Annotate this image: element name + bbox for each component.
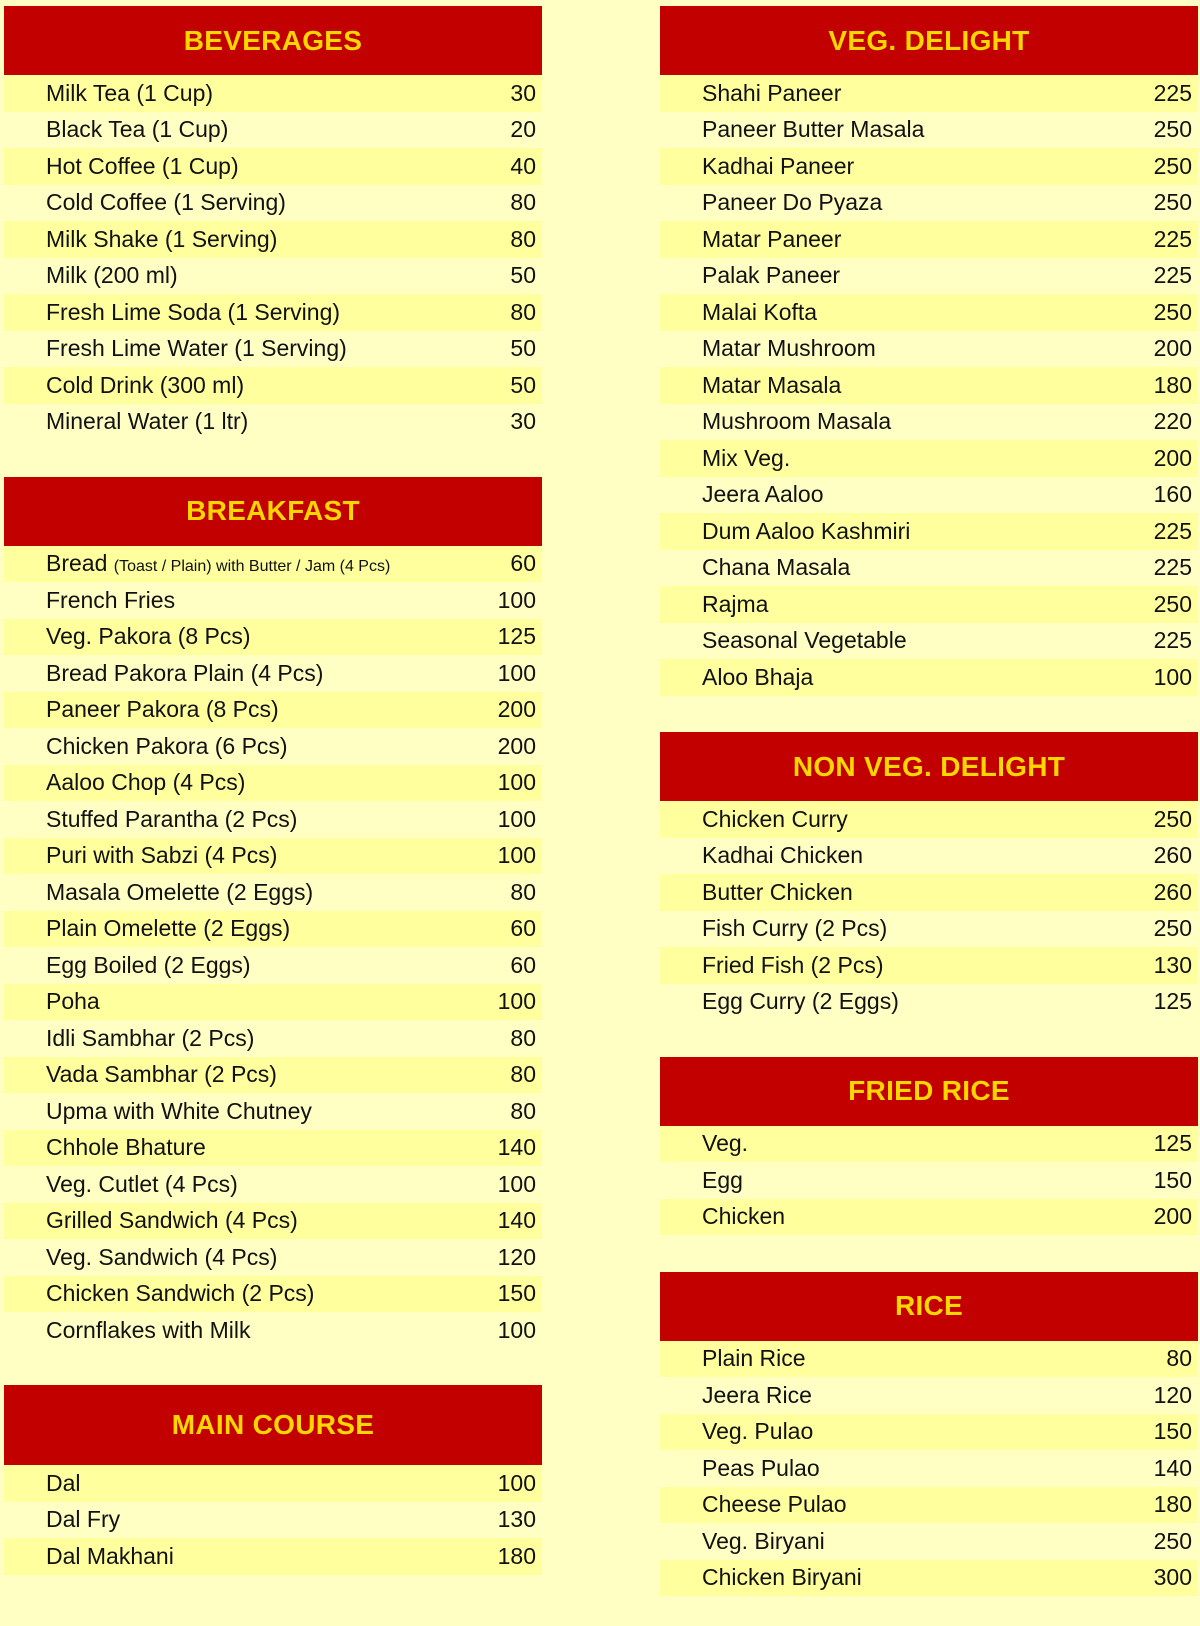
menu-item-name — [46, 299, 340, 326]
menu-item-label: Bread Pakora Plain (4 Pcs) — [46, 659, 324, 686]
menu-item-price: 200 — [1153, 1203, 1192, 1230]
menu-item-label: Chicken Curry — [702, 805, 848, 832]
menu-item — [660, 947, 1198, 984]
menu-item-label: Seasonal Vegetable — [702, 627, 907, 654]
menu-item — [4, 331, 542, 368]
menu-item — [4, 404, 542, 441]
menu-item — [660, 1523, 1198, 1560]
menu-item-name — [46, 842, 277, 869]
menu-item — [660, 586, 1198, 623]
menu-item-price: 100 — [1153, 663, 1192, 690]
menu-item-price: 30 — [510, 79, 536, 106]
menu-item-name — [702, 1528, 825, 1555]
menu-item-label: Black Tea (1 Cup) — [46, 116, 229, 143]
menu-item-price: 60 — [510, 951, 536, 978]
menu-item — [4, 655, 542, 692]
menu-item-name — [702, 372, 841, 399]
menu-item-price: 100 — [497, 1170, 536, 1197]
menu-item — [660, 75, 1198, 112]
menu-item-label: Idli Sambhar (2 Pcs) — [46, 1024, 255, 1051]
menu-item-label: Fried Fish (2 Pcs) — [702, 951, 884, 978]
menu-item-label: Chana Masala — [702, 554, 851, 581]
menu-item-label: Dum Aaloo Kashmiri — [702, 517, 911, 544]
menu-item — [4, 947, 542, 984]
menu-item-label: Dal — [46, 1469, 81, 1496]
menu-item-price: 200 — [1153, 335, 1192, 362]
menu-item-name — [46, 80, 213, 107]
menu-item — [660, 331, 1198, 368]
menu-item-label: Butter Chicken — [702, 878, 853, 905]
menu-item-name — [46, 1470, 81, 1497]
menu-item — [4, 546, 542, 583]
menu-item-note: (Toast / Plain) with Butter / Jam (4 Pcs) — [113, 558, 391, 576]
menu-item — [4, 911, 542, 948]
menu-item-label: Paneer Do Pyaza — [702, 189, 883, 216]
menu-item-name — [702, 1130, 748, 1157]
menu-item-label: Peas Pulao — [702, 1454, 820, 1481]
menu-item-price: 100 — [497, 1469, 536, 1496]
menu-item-price: 200 — [497, 732, 536, 759]
menu-item — [4, 838, 542, 875]
menu-item-price: 140 — [497, 1134, 536, 1161]
menu-item-price: 30 — [510, 408, 536, 435]
menu-item-label: Dal Fry — [46, 1506, 121, 1533]
menu-item — [660, 185, 1198, 222]
menu-item-price: 130 — [1153, 951, 1192, 978]
menu-item-label: Chhole Bhature — [46, 1134, 206, 1161]
menu-item — [4, 1203, 542, 1240]
menu-item-price: 300 — [1153, 1564, 1192, 1591]
menu-item — [4, 582, 542, 619]
menu-item-price: 60 — [510, 915, 536, 942]
menu-item-name — [702, 335, 876, 362]
section-spacer — [4, 1349, 542, 1386]
menu-item-price: 150 — [1153, 1418, 1192, 1445]
menu-item — [660, 1450, 1198, 1487]
menu-item — [660, 367, 1198, 404]
menu-item — [4, 692, 542, 729]
menu-item-label: Fish Curry (2 Pcs) — [702, 915, 888, 942]
menu-item-label: Jeera Rice — [702, 1381, 812, 1408]
menu-item-label: Cornflakes with Milk — [46, 1316, 251, 1343]
menu-item-price: 130 — [497, 1506, 536, 1533]
section-spacer — [660, 1020, 1198, 1057]
menu-item-price: 80 — [510, 298, 536, 325]
menu-item — [660, 984, 1198, 1021]
menu-item-name — [702, 806, 848, 833]
menu-item — [660, 477, 1198, 514]
menu-item — [660, 838, 1198, 875]
menu-item-price: 180 — [1153, 1491, 1192, 1518]
menu-item-price: 250 — [1153, 590, 1192, 617]
menu-item-price: 250 — [1153, 116, 1192, 143]
menu-item — [4, 294, 542, 331]
section-header-fried-rice: FRIED RICE — [660, 1057, 1198, 1126]
menu-item-label: Rajma — [702, 590, 769, 617]
menu-item — [660, 1199, 1198, 1236]
menu-item — [660, 1560, 1198, 1597]
menu-item — [660, 1162, 1198, 1199]
menu-item-name — [46, 1244, 277, 1271]
menu-item-name — [702, 915, 887, 942]
section-header-beverages: BEVERAGES — [4, 6, 542, 75]
menu-item-name — [46, 623, 251, 650]
menu-item-name — [702, 116, 924, 143]
menu-item-price: 160 — [1153, 481, 1192, 508]
menu-item-name — [702, 1345, 806, 1372]
section-header-main-course: MAIN COURSE — [4, 1385, 542, 1465]
menu-item-label: Mushroom Masala — [702, 408, 892, 435]
menu-item — [660, 1126, 1198, 1163]
menu-item-price: 140 — [497, 1207, 536, 1234]
menu-item-name — [46, 153, 239, 180]
menu-item-name — [702, 299, 817, 326]
menu-item-price: 100 — [497, 659, 536, 686]
menu-item-label: Chicken — [702, 1203, 786, 1230]
menu-item-label: Chicken Biryani — [702, 1564, 862, 1591]
section-header-rice: RICE — [660, 1272, 1198, 1341]
menu-item-label: Grilled Sandwich (4 Pcs) — [46, 1207, 298, 1234]
menu-item — [660, 440, 1198, 477]
menu-item-name — [702, 262, 840, 289]
menu-item-name — [46, 660, 323, 687]
menu-item-name — [702, 664, 813, 691]
menu-item-name — [702, 1203, 785, 1230]
menu-item — [660, 148, 1198, 185]
menu-item — [4, 874, 542, 911]
menu-item-price: 100 — [497, 1316, 536, 1343]
section-header-veg-delight: VEG. DELIGHT — [660, 6, 1198, 75]
menu-item-name — [46, 189, 286, 216]
menu-item-name — [702, 189, 882, 216]
menu-item — [4, 367, 542, 404]
menu-item-name — [702, 988, 899, 1015]
menu-item-name — [46, 587, 175, 614]
menu-item-label: Matar Paneer — [702, 225, 842, 252]
menu-item-name — [46, 408, 248, 435]
menu-item — [4, 112, 542, 149]
menu-item — [660, 623, 1198, 660]
menu-item-name — [46, 1207, 298, 1234]
menu-item-price: 20 — [510, 116, 536, 143]
menu-item-price: 250 — [1153, 152, 1192, 179]
menu-item-name — [702, 445, 790, 472]
menu-item-label: Poha — [46, 988, 100, 1015]
menu-item-label: Bread — [46, 550, 108, 577]
menu-item-price: 150 — [497, 1280, 536, 1307]
menu-item-name — [46, 1317, 251, 1344]
menu-item-price: 50 — [510, 335, 536, 362]
menu-item-price: 180 — [497, 1542, 536, 1569]
menu-item — [660, 1414, 1198, 1451]
menu-item — [4, 1093, 542, 1130]
section-spacer — [660, 1235, 1198, 1272]
menu-item-name — [702, 1455, 820, 1482]
menu-item-name — [46, 1061, 277, 1088]
menu-item-label: Veg. Cutlet (4 Pcs) — [46, 1170, 238, 1197]
section-header-non-veg-delight: NON VEG. DELIGHT — [660, 732, 1198, 801]
menu-item-price: 100 — [497, 805, 536, 832]
menu-item — [660, 112, 1198, 149]
menu-item-name — [46, 696, 279, 723]
menu-item-price: 150 — [1153, 1166, 1192, 1193]
menu-item-label: Stuffed Parantha (2 Pcs) — [46, 805, 298, 832]
menu-item-price: 80 — [510, 189, 536, 216]
menu-item — [4, 1020, 542, 1057]
menu-item — [660, 874, 1198, 911]
section-spacer — [660, 696, 1198, 733]
menu-item-label: Paneer Pakora (8 Pcs) — [46, 696, 279, 723]
menu-item-label: Chicken Sandwich (2 Pcs) — [46, 1280, 315, 1307]
menu-item-label: Milk Tea (1 Cup) — [46, 79, 214, 106]
menu-item-name — [46, 988, 100, 1015]
menu-item-label: Cheese Pulao — [702, 1491, 847, 1518]
menu-item-price: 260 — [1153, 878, 1192, 905]
menu-item-label: Jeera Aaloo — [702, 481, 824, 508]
menu-item-label: Dal Makhani — [46, 1542, 174, 1569]
menu-item — [4, 728, 542, 765]
menu-item-label: Masala Omelette (2 Eggs) — [46, 878, 314, 905]
menu-item-label: Plain Omelette (2 Eggs) — [46, 915, 291, 942]
menu-item-price: 100 — [497, 842, 536, 869]
menu-item-name — [46, 262, 178, 289]
menu-item-label: Veg. Pakora (8 Pcs) — [46, 623, 251, 650]
menu-item-label: Veg. — [702, 1130, 749, 1157]
menu-item-price: 225 — [1153, 627, 1192, 654]
menu-item-name — [46, 226, 277, 253]
menu-item-label: Mix Veg. — [702, 444, 791, 471]
menu-item-label: Veg. Biryani — [702, 1527, 825, 1554]
menu-item-label: Vada Sambhar (2 Pcs) — [46, 1061, 277, 1088]
menu-item-price: 250 — [1153, 1527, 1192, 1554]
menu-item — [4, 619, 542, 656]
menu-item-name — [46, 1025, 254, 1052]
menu-item — [4, 1276, 542, 1313]
menu-item-price: 250 — [1153, 189, 1192, 216]
menu-item — [660, 1341, 1198, 1378]
menu-item — [660, 513, 1198, 550]
menu-item-price: 200 — [1153, 444, 1192, 471]
menu-item-price: 60 — [510, 550, 536, 577]
menu-item-price: 225 — [1153, 554, 1192, 581]
menu-item — [4, 1130, 542, 1167]
menu-item-name — [46, 1171, 238, 1198]
menu-item — [4, 1239, 542, 1276]
menu-item-price: 220 — [1153, 408, 1192, 435]
menu-item-price: 100 — [497, 988, 536, 1015]
menu-item — [4, 75, 542, 112]
menu-item-label: Fresh Lime Soda (1 Serving) — [46, 298, 341, 325]
menu-item — [4, 185, 542, 222]
menu-item — [660, 659, 1198, 696]
menu-item-price: 100 — [497, 769, 536, 796]
menu-item-label: Shahi Paneer — [702, 79, 842, 106]
menu-item-name — [702, 1382, 812, 1409]
menu-item-name — [46, 806, 297, 833]
menu-item-price: 120 — [497, 1243, 536, 1270]
menu-item-name — [46, 1280, 314, 1307]
menu-item-price: 125 — [497, 623, 536, 650]
menu-item-name — [702, 481, 823, 508]
menu-item-price: 260 — [1153, 842, 1192, 869]
menu-item — [660, 550, 1198, 587]
menu-item-name — [702, 842, 863, 869]
section-header-breakfast: BREAKFAST — [4, 477, 542, 546]
menu-item-label: Fresh Lime Water (1 Serving) — [46, 335, 347, 362]
menu-item-name — [46, 1098, 312, 1125]
menu-item-price: 250 — [1153, 298, 1192, 325]
menu-item-price: 50 — [510, 371, 536, 398]
menu-item-name — [46, 733, 288, 760]
menu-item-price: 250 — [1153, 805, 1192, 832]
menu-item-label: Mineral Water (1 ltr) — [46, 408, 249, 435]
menu-item-label: Matar Masala — [702, 371, 842, 398]
menu-item — [660, 404, 1198, 441]
menu-item-name — [46, 915, 290, 942]
menu-item — [4, 148, 542, 185]
menu-item — [4, 1166, 542, 1203]
menu-item — [660, 1487, 1198, 1524]
menu-item — [4, 221, 542, 258]
menu-item-name — [46, 550, 390, 577]
menu-item-name — [46, 1506, 120, 1533]
menu-item-label: Veg. Pulao — [702, 1418, 814, 1445]
menu-item-price: 140 — [1153, 1454, 1192, 1481]
menu-item-label: Egg — [702, 1166, 743, 1193]
menu-item — [660, 294, 1198, 331]
menu-item — [660, 258, 1198, 295]
menu-item-label: Aloo Bhaja — [702, 663, 814, 690]
menu-item-label: Egg Boiled (2 Eggs) — [46, 951, 251, 978]
menu-column-left — [4, 6, 542, 1575]
menu-item-name — [46, 335, 347, 362]
menu-item-label: Upma with White Chutney — [46, 1097, 312, 1124]
menu-item-label: Palak Paneer — [702, 262, 841, 289]
menu-item — [4, 1312, 542, 1349]
menu-item-price: 200 — [497, 696, 536, 723]
menu-item-name — [702, 591, 768, 618]
menu-item-label: Puri with Sabzi (4 Pcs) — [46, 842, 278, 869]
menu-item-label: Veg. Sandwich (4 Pcs) — [46, 1243, 278, 1270]
menu-item-name — [702, 226, 841, 253]
menu-item — [660, 221, 1198, 258]
menu-item-name — [702, 879, 853, 906]
menu-item-price: 125 — [1153, 988, 1192, 1015]
menu-item-label: Cold Drink (300 ml) — [46, 371, 245, 398]
menu-item-label: Paneer Butter Masala — [702, 116, 925, 143]
menu-item — [4, 1057, 542, 1094]
menu-item — [4, 801, 542, 838]
menu-item-label: Milk Shake (1 Serving) — [46, 225, 278, 252]
menu-item-name — [702, 952, 883, 979]
menu-item-price: 100 — [497, 586, 536, 613]
menu-item-price: 40 — [510, 152, 536, 179]
menu-item-price: 80 — [510, 1097, 536, 1124]
menu-item-price: 80 — [1166, 1345, 1192, 1372]
menu-item-price: 80 — [510, 225, 536, 252]
menu-item-name — [702, 408, 891, 435]
menu-item-name — [46, 879, 313, 906]
menu-item — [4, 1465, 542, 1502]
menu-item — [660, 801, 1198, 838]
menu-item-name — [46, 372, 244, 399]
menu-item — [4, 765, 542, 802]
menu-item — [4, 258, 542, 295]
menu-item-label: Egg Curry (2 Eggs) — [702, 988, 899, 1015]
menu-item-name — [702, 518, 910, 545]
menu-item-price: 125 — [1153, 1130, 1192, 1157]
menu-item-label: Aaloo Chop (4 Pcs) — [46, 769, 246, 796]
menu-item-name — [702, 1564, 862, 1591]
menu-item-name — [46, 1134, 206, 1161]
menu-item-label: Matar Mushroom — [702, 335, 876, 362]
menu-item-label: Cold Coffee (1 Serving) — [46, 189, 286, 216]
menu-item-name — [702, 80, 841, 107]
menu-item-price: 50 — [510, 262, 536, 289]
menu-item-label: French Fries — [46, 586, 176, 613]
menu-item-label: Hot Coffee (1 Cup) — [46, 152, 239, 179]
menu-item-name — [46, 952, 251, 979]
menu-item-name — [702, 554, 850, 581]
menu-item-name — [702, 1167, 743, 1194]
menu-item-name — [702, 1418, 813, 1445]
menu-item-label: Kadhai Chicken — [702, 842, 864, 869]
menu-item-name — [702, 153, 854, 180]
menu-item-price: 250 — [1153, 915, 1192, 942]
menu-item-name — [46, 116, 228, 143]
menu-item-price: 180 — [1153, 371, 1192, 398]
menu-item-label: Chicken Pakora (6 Pcs) — [46, 732, 288, 759]
menu-item — [4, 984, 542, 1021]
menu-item-label: Milk (200 ml) — [46, 262, 178, 289]
menu-item-name — [702, 1491, 847, 1518]
menu-item-price: 225 — [1153, 225, 1192, 252]
menu-item — [4, 1538, 542, 1575]
menu-column-right — [660, 6, 1198, 1596]
menu-item — [660, 911, 1198, 948]
menu-item-name — [702, 627, 907, 654]
menu-item — [4, 1502, 542, 1539]
menu-item-price: 225 — [1153, 79, 1192, 106]
menu-item-price: 80 — [510, 1061, 536, 1088]
menu-item-price: 120 — [1153, 1381, 1192, 1408]
menu-item-name — [46, 1543, 174, 1570]
section-spacer — [4, 440, 542, 477]
menu-item — [660, 1377, 1198, 1414]
menu-item-price: 80 — [510, 1024, 536, 1051]
menu-item-name — [46, 769, 245, 796]
menu-item-price: 225 — [1153, 517, 1192, 544]
menu-item-price: 80 — [510, 878, 536, 905]
menu-item-price: 225 — [1153, 262, 1192, 289]
menu-item-label: Plain Rice — [702, 1345, 806, 1372]
menu-item-label: Kadhai Paneer — [702, 152, 855, 179]
menu-item-label: Malai Kofta — [702, 298, 818, 325]
